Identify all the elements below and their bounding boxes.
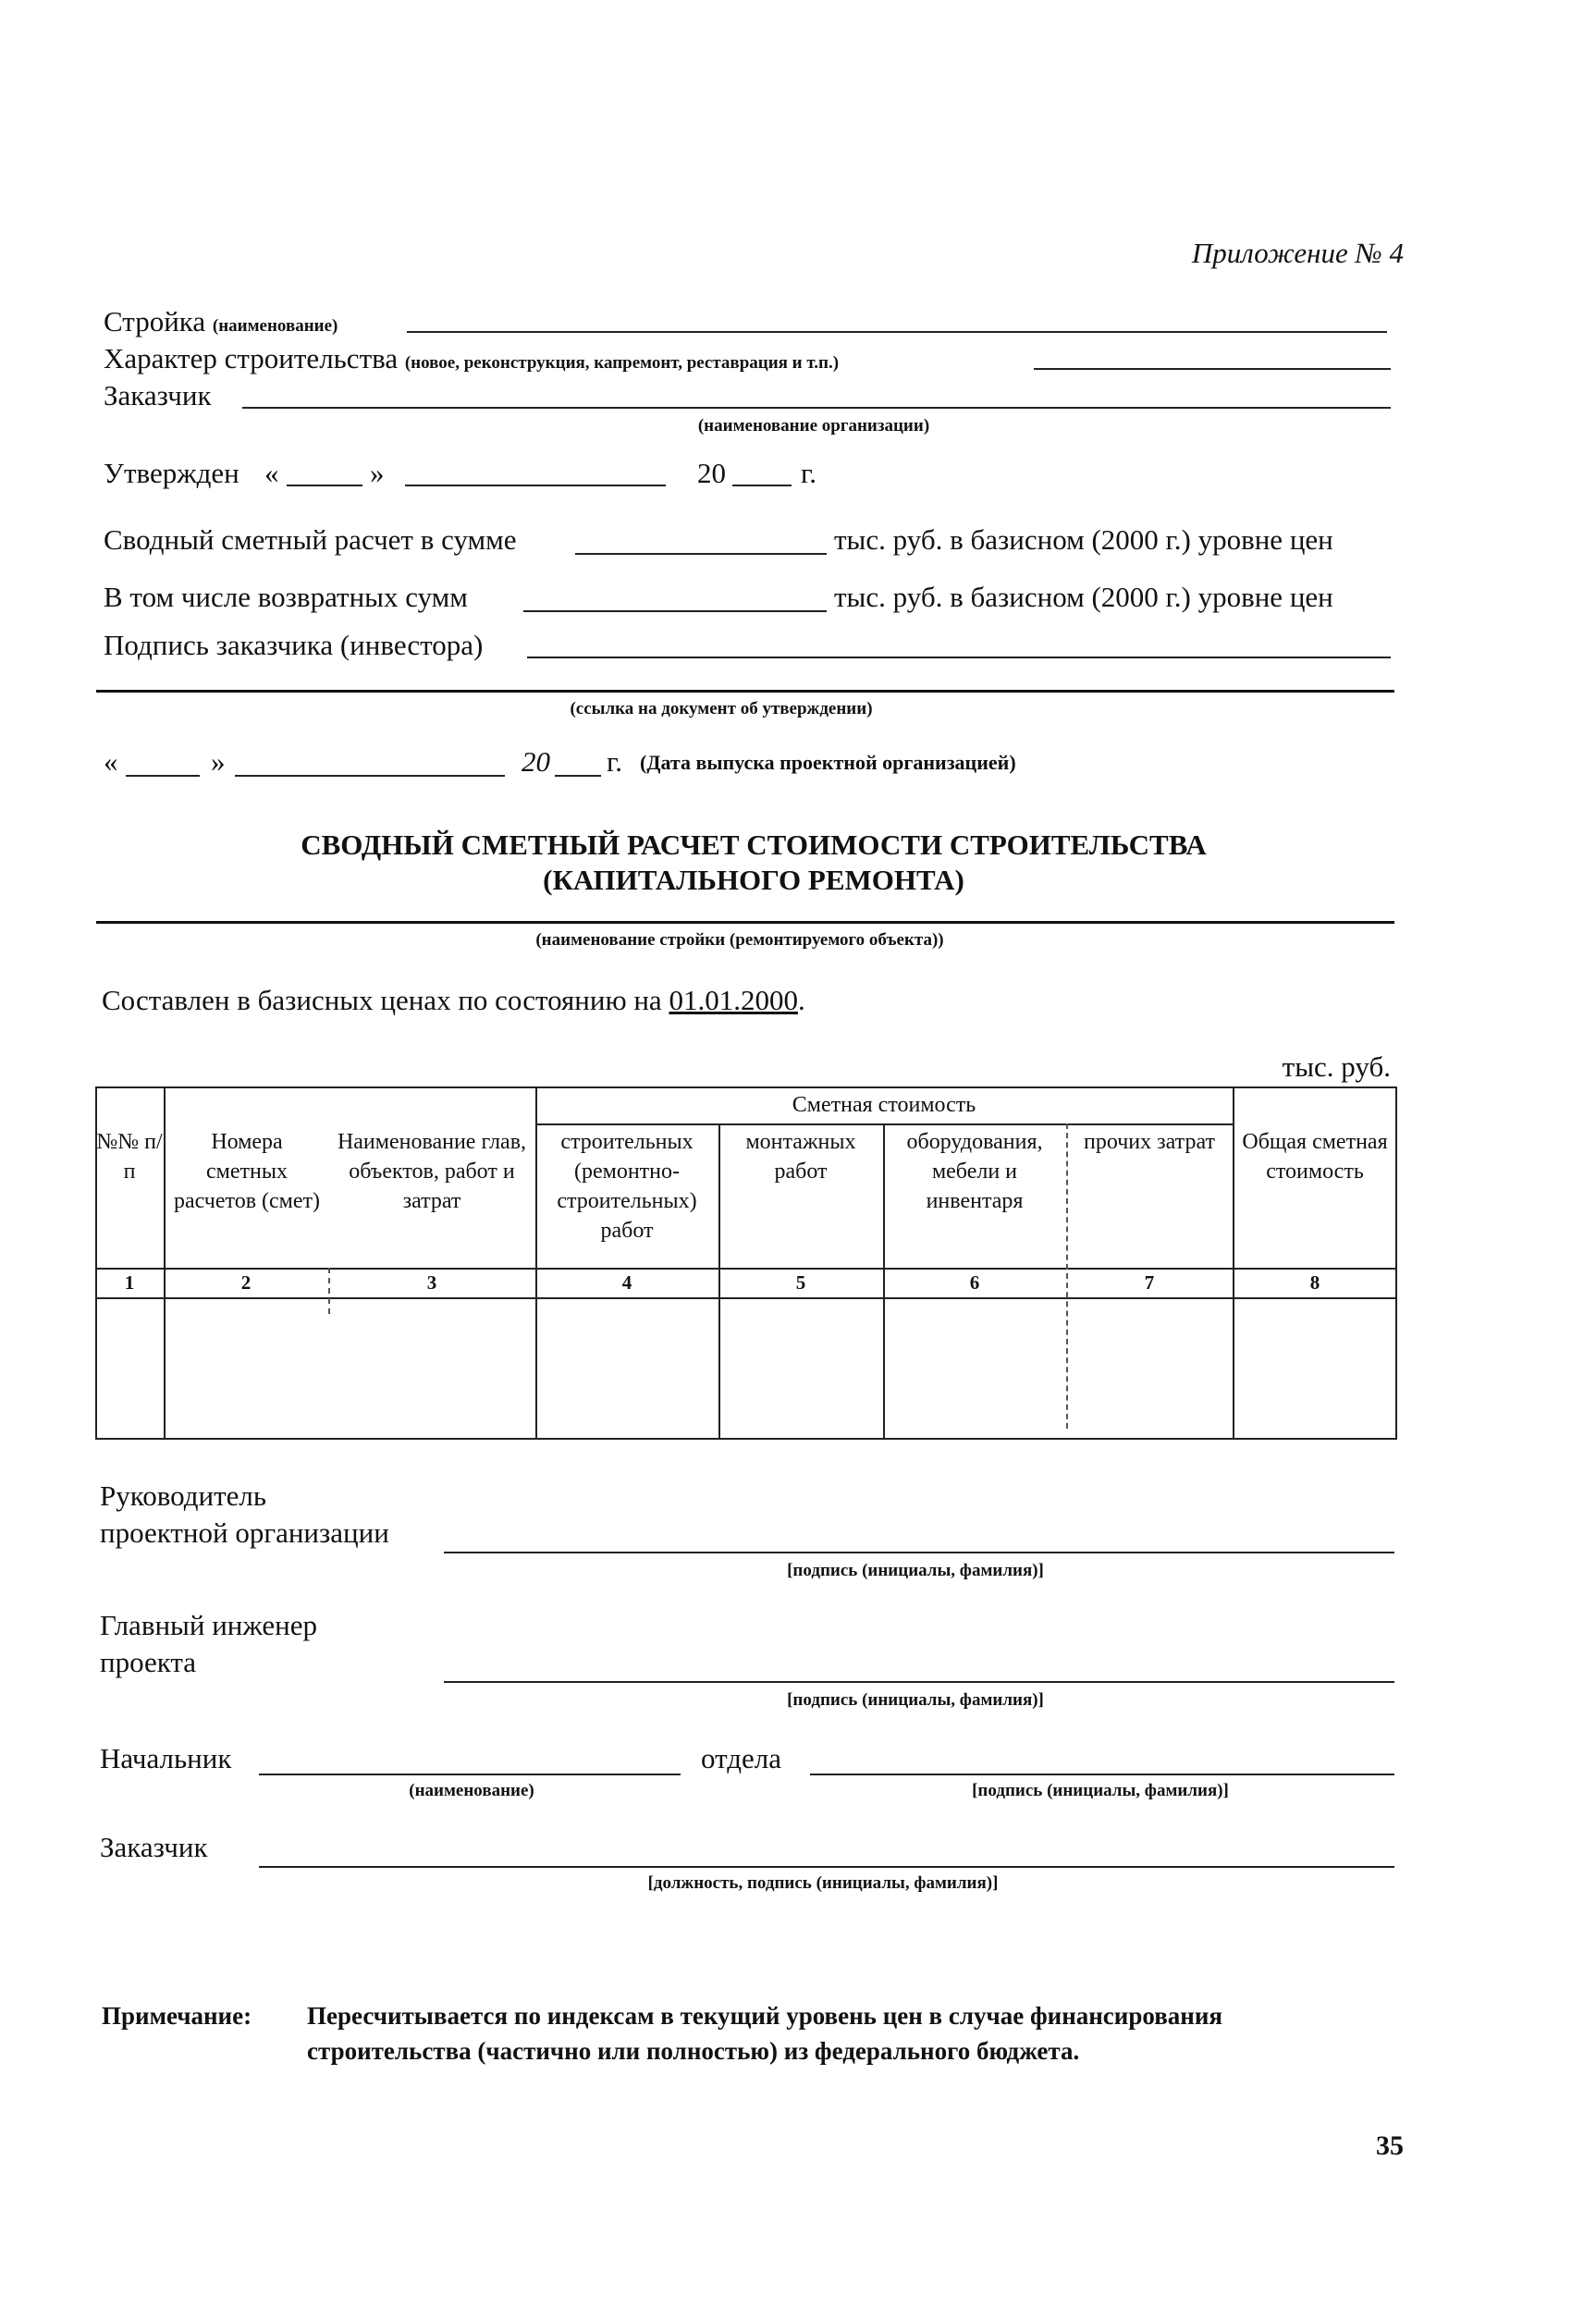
col-number-1: 1 [124, 1271, 135, 1294]
col-header-1: №№ п/п [96, 1130, 163, 1184]
release-year-field[interactable] [555, 775, 601, 777]
col-header-4: строительных (ремонтно-строительных) работ [557, 1130, 697, 1243]
character-field[interactable] [1034, 368, 1391, 370]
stroika-label-text: Стройка [104, 305, 206, 338]
table-row[interactable] [97, 1299, 1395, 1438]
returnable-unit: тыс. руб. в базисном (2000 г.) уровне цен [834, 581, 1333, 613]
approved-day-field[interactable] [287, 485, 362, 486]
customer-sign-label: Заказчик [100, 1831, 208, 1863]
character-label-text: Характер строительства [104, 342, 399, 374]
chief-name-field[interactable] [259, 1774, 681, 1775]
returnable-label: В том числе возвратных сумм [104, 581, 468, 613]
release-quote-close: » [211, 745, 226, 778]
customer-sign-hint: [должность, подпись (инициалы, фамилия)] [647, 1873, 999, 1893]
col-header-5: монтажных работ [745, 1130, 856, 1184]
head-label-1: Руководитель [100, 1479, 267, 1512]
object-name-field[interactable] [96, 921, 1394, 924]
col-number-4: 4 [621, 1271, 632, 1294]
character-hint: (новое, реконструкция, капремонт, реставрация и т.п.) [404, 353, 840, 373]
col-number-5: 5 [795, 1271, 806, 1294]
chief-signature-hint: [подпись (инициалы, фамилия)] [972, 1781, 1229, 1800]
head-signature-field[interactable] [444, 1552, 1394, 1553]
returnable-field[interactable] [523, 610, 827, 612]
note-line1: Пересчитывается по индексам в текущий уровень цен в случае финансирования [307, 2002, 1222, 2030]
numbers-row-top [95, 1268, 1397, 1270]
col-header-8: Общая сметная стоимость [1242, 1130, 1388, 1184]
release-day-field[interactable] [126, 775, 200, 777]
document-title-line1: СВОДНЫЙ СМЕТНЫЙ РАСЧЕТ СТОИМОСТИ СТРОИТЕЛЬСТВА [301, 829, 1207, 861]
engineer-signature-hint: [подпись (инициалы, фамилия)] [787, 1690, 1044, 1710]
sum-field[interactable] [575, 553, 827, 555]
release-year-suffix: г. [607, 745, 622, 778]
col-number-2: 2 [240, 1271, 252, 1294]
engineer-label-2: проекта [100, 1646, 197, 1678]
col-header-2: Номера сметных расчетов (смет) [173, 1130, 320, 1213]
customer-signature-field[interactable] [527, 657, 1391, 658]
sum-label: Сводный сметный расчет в сумме [104, 523, 517, 556]
release-quote-open: « [104, 745, 118, 778]
release-hint: (Дата выпуска проектной организацией) [640, 751, 1016, 774]
prices-date: 01.01.2000 [669, 984, 798, 1016]
customer-label: Заказчик [104, 379, 212, 411]
chief-signature-field[interactable] [810, 1774, 1394, 1775]
customer-signature-label: Подпись заказчика (инвестора) [104, 629, 484, 661]
approval-ref-field[interactable] [96, 690, 1394, 693]
object-name-hint: (наименование стройки (ремонтируемого объекта)) [535, 930, 944, 950]
table-border-bottom [95, 1438, 1397, 1440]
stroika-hint: (наименование) [212, 316, 338, 336]
col-number-3: 3 [426, 1271, 437, 1294]
department-label: отдела [701, 1742, 781, 1774]
col-number-7: 7 [1144, 1271, 1155, 1294]
sum-unit: тыс. руб. в базисном (2000 г.) уровне цен [834, 523, 1333, 556]
note-label: Примечание: [102, 2002, 252, 2030]
character-label [104, 342, 839, 375]
cost-table [95, 1086, 1397, 1440]
chief-label: Начальник [100, 1742, 232, 1774]
customer-field[interactable] [242, 407, 1391, 409]
stroika-label [104, 305, 338, 338]
customer-sign-field[interactable] [259, 1866, 1394, 1868]
approved-year-prefix: 20 [697, 457, 726, 489]
approved-label: Утвержден [104, 457, 239, 489]
head-signature-hint: [подпись (инициалы, фамилия)] [787, 1561, 1044, 1580]
approved-year-field[interactable] [732, 485, 792, 486]
head-label-2: проектной организации [100, 1516, 389, 1549]
note-line2: строительства (частично или полностью) из федерального бюджета. [307, 2037, 1080, 2065]
engineer-label-1: Главный инженер [100, 1609, 318, 1641]
release-month-field[interactable] [235, 775, 505, 777]
group-header: Сметная стоимость [792, 1093, 976, 1117]
appendix-label: Приложение № 4 [1191, 237, 1404, 269]
stroika-field[interactable] [407, 331, 1387, 333]
approved-quote-close: » [370, 457, 385, 489]
table-border-top [95, 1086, 1397, 1088]
customer-hint: (наименование организации) [697, 416, 930, 436]
approval-ref-hint: (ссылка на документ об утверждении) [570, 699, 873, 718]
prices-label: Составлен в базисных ценах по состоянию на [102, 984, 662, 1016]
prices-dot: . [797, 984, 805, 1016]
col-header-6: оборудования, мебели и инвентаря [906, 1130, 1043, 1213]
approved-month-field[interactable] [405, 485, 666, 486]
document-title-line2: (КАПИТАЛЬНОГО РЕМОНТА) [543, 864, 964, 896]
table-border-right [1395, 1086, 1397, 1440]
engineer-signature-field[interactable] [444, 1681, 1394, 1683]
chief-name-hint: (наименование) [409, 1781, 534, 1800]
prices-line [102, 984, 805, 1017]
col-number-8: 8 [1309, 1271, 1320, 1294]
approved-quote-open: « [264, 457, 279, 489]
release-year-prefix: 20 [522, 745, 550, 778]
approved-year-suffix: г. [801, 457, 816, 489]
col-header-7: прочих затрат [1084, 1130, 1215, 1154]
table-unit: тыс. руб. [1282, 1050, 1391, 1083]
col-header-3: Наименование глав, объектов, работ и затрат [337, 1130, 527, 1213]
col-number-6: 6 [969, 1271, 980, 1294]
page-number: 35 [1376, 2130, 1404, 2161]
